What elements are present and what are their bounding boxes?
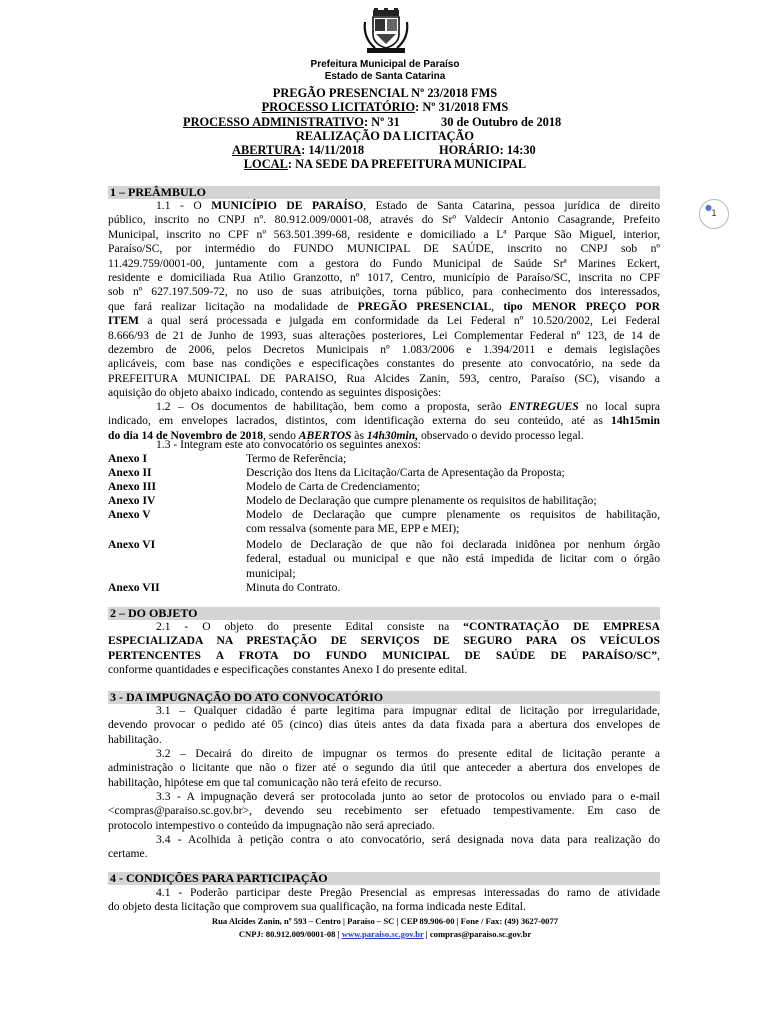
p21-line: conforme quantidades e especificações constantes Anexo I do presente edital. xyxy=(108,663,468,677)
processo-label: PROCESSO LICITATÓRIO xyxy=(261,100,416,114)
header-local xyxy=(0,157,770,171)
section-title-objeto: 2 – DO OBJETO xyxy=(108,607,660,620)
section-title-preambulo: 1 – PREÂMBULO xyxy=(108,186,660,199)
paragraph-1-3: 1.3 - Integram este ato convocatório os seguintes anexos: xyxy=(156,438,421,451)
paragraph-3-4: 3.4 - Acolhida à petição contra o ato convocatório, será designada nova data para realização do certame. xyxy=(108,833,660,861)
page-number-badge[interactable] xyxy=(699,199,729,229)
p21-line: 2.1 - O objeto do presente Edital consiste na “CONTRATAÇÃO DE EMPRESA xyxy=(156,620,660,633)
p11-line: 8.666/93 de 21 de Junho de 1993, suas alterações posteriores, Lei Complementar Federal nº 123, de 14 de xyxy=(108,328,660,342)
p11-line: 11.429.759/0001-00, juntamente com a gestora do Fundo Municipal de Saúde Srª Marines Eckert, xyxy=(108,256,660,270)
header-horario: HORÁRIO: 14:30 xyxy=(439,143,536,157)
badge-dot-icon: ● xyxy=(705,203,712,212)
p21-line: PERTENCENTES A FROTA DO FUNDO MUNICIPAL DE SAÚDE DE PARAÍSO/SC”, xyxy=(108,648,660,662)
abertura-label: ABERTURA xyxy=(232,143,302,157)
page-number: 1 xyxy=(711,209,717,219)
adm-label: PROCESSO ADMINISTRATIVO xyxy=(183,115,364,129)
municipal-crest-icon xyxy=(361,8,411,54)
header-municipality: Prefeitura Municipal de Paraíso xyxy=(310,59,460,70)
p11-line: PREFEITURA MUNICIPAL DE PARAISO, Rua Alcides Zanin, 593, centro, Paraíso (SC), visando a xyxy=(108,371,660,385)
paragraph-1-1 xyxy=(108,199,660,401)
section-title-impugnacao: 3 - DA IMPUGNAÇÃO DO ATO CONVOCATÓRIO xyxy=(108,691,660,704)
p11-line: residente e domiciliada Rua Atilio Granzotto, nº 1017, Centro, município de Paraíso/SC, inscrita no CPF xyxy=(108,271,660,285)
p11-line: 1.1 - O MUNICÍPIO DE PARAÍSO, Estado de Santa Catarina, pessoa jurídica de direito xyxy=(156,199,660,212)
p11-line: Municipal, inscrito no CPF nº 563.501.399-68, residente e domiciliado a Lª Parque São Miguel, interior, xyxy=(108,227,660,241)
adm-value: : Nº 31 xyxy=(363,115,400,129)
p12-line: do dia 14 de Novembro de 2018, sendo ABERTOS às 14h30min, observado o devido processo legal. xyxy=(108,428,584,442)
website-link[interactable]: www.paraiso.sc.gov.br xyxy=(341,929,424,939)
paragraph-3-2: 3.2 – Decairá do direito de impugnar os termos do presente edital de licitação perante a administração o licitante que não o fizer até o segundo dia útil que anteceder a abertura dos envelopes de habilitação, hipótese em que tal comunicação não terá efeito de recurso. xyxy=(108,747,660,789)
p11-line: público, inscrito no CNPJ nº. 80.912.009/0001-08, através do Srº Valdecir Antonio Casagrande, Prefeito xyxy=(108,213,660,227)
p11-line: sob nº 627.197.509-72, no uso de suas atribuições, torna público, para conhecimento dos interessados, xyxy=(108,285,660,299)
paragraph-2-1 xyxy=(108,620,660,678)
footer-contact: CNPJ: 80.912.009/0001-08 | www.paraiso.sc.gov.br | compras@paraiso.sc.gov.br xyxy=(238,929,532,939)
abertura-value: : 14/11/2018 xyxy=(301,143,365,157)
p21-line: ESPECIALIZADA NA PRESTAÇÃO DE SERVIÇOS DE SEGURO PARA OS VEÍCULOS xyxy=(108,634,660,648)
p11-line: aquisição do objeto abaixo indicado, contendo as seguintes disposições: xyxy=(108,386,442,400)
p11-line: ITEM a qual será processada e julgada em conformidade da Lei Federal nº 10.520/2002, Lei Federal xyxy=(108,314,660,328)
p12-line: 1.2 – Os documentos de habilitação, bem como a proposta, serão ENTREGUES no local supra xyxy=(156,400,661,413)
paragraph-3-1: 3.1 – Qualquer cidadão é parte legitima para impugnar edital de licitação por irregularidade, devendo provocar o pedido até 05 (cinco) dias úteis antes da data fixada para a abertura dos envelopes de habilitação. xyxy=(108,704,660,746)
header-processo-administrativo xyxy=(183,115,400,129)
section-title-condicoes: 4 - CONDIÇÕES PARA PARTICIPAÇÃO xyxy=(108,872,660,885)
processo-value: : Nº 31/2018 FMS xyxy=(415,100,509,114)
header-processo-licitatorio xyxy=(0,100,770,114)
header-state: Estado de Santa Catarina xyxy=(324,71,446,82)
paragraph-4-1: 4.1 - Poderão participar deste Pregão Presencial as empresas interessadas do ramo de atividade do objeto desta licitação que comprovem sua qualificação, na forma indicada neste Edital. xyxy=(108,886,660,914)
header-date: 30 de Outubro de 2018 xyxy=(441,115,562,129)
header-abertura xyxy=(232,143,364,157)
footer-address: Rua Alcides Zanin, nº 593 – Centro | Paraíso – SC | CEP 89.906-00 | Fone / Fax: (49) 3627-0077 xyxy=(211,916,559,926)
p12-line: indicado, em envelopes lacrados, distintos, com identificação externa do seu conteúdo, até as 14h15min xyxy=(108,414,660,428)
p11-line: aplicáveis, com base nas condições e especificações constantes do presente ato convocatório, na sede da xyxy=(108,357,660,371)
local-label: LOCAL xyxy=(243,157,288,171)
local-value: : NA SEDE DA PREFEITURA MUNICIPAL xyxy=(287,157,527,171)
p11-line: Paraíso/SC, por intermédio do FUNDO MUNICIPAL DE SAÚDE, inscrito no CNPJ sob nº xyxy=(108,242,660,256)
paragraph-1-2 xyxy=(108,400,660,443)
p11-line: que fará realizar licitação na modalidade de PREGÃO PRESENCIAL, tipo MENOR PREÇO POR xyxy=(108,299,661,313)
p11-line: dezembro de 2006, pelos Decretos Municipais nº 1.083/2006 e 1.394/2011 e demais legislações xyxy=(108,343,660,357)
paragraph-3-3: 3.3 - A impugnação deverá ser protocolada junto ao setor de protocolos ou enviado para o e-mail <compras@paraiso.sc.gov.br>, devendo seu recebimento ser efetuado tempestivamente. Em caso de protocolo intempestivo o conteúdo da impugnação não será apreciado. xyxy=(108,790,660,832)
header-realizacao: REALIZAÇÃO DA LICITAÇÃO xyxy=(295,129,475,143)
header-pregao: PREGÃO PRESENCIAL Nº 23/2018 FMS xyxy=(272,86,498,100)
